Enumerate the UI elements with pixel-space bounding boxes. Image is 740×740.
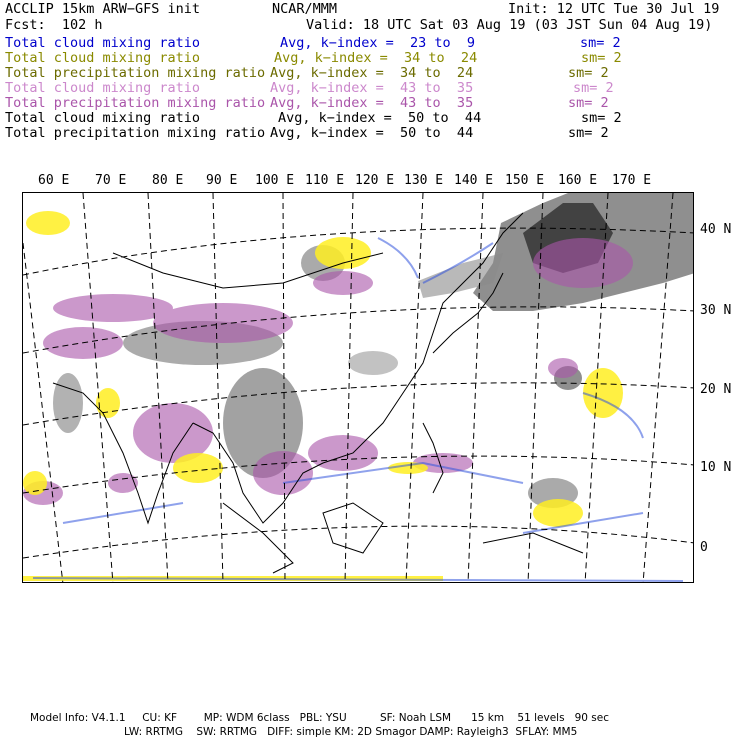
field-row-4 bbox=[5, 81, 735, 96]
model-info-line2: LW: RRTMG SW: RRTMG DIFF: simple KM: 2D Smagor DAMP: Rayleigh3 SFLAY: MM5 bbox=[124, 726, 578, 738]
field-row-5 bbox=[5, 96, 735, 111]
init-time: Init: 12 UTC Tue 30 Jul 19 bbox=[508, 1, 720, 17]
high-cloud-patch bbox=[313, 271, 373, 295]
field-row-3 bbox=[5, 66, 735, 81]
valid-time: Valid: 18 UTC Sat 03 Aug 19 (03 JST Sun 04 Aug 19) bbox=[306, 17, 713, 33]
lon-label: 130 E bbox=[404, 173, 444, 188]
low-cloud-streak bbox=[63, 503, 183, 523]
lon-label: 120 E bbox=[355, 173, 395, 188]
field-sm: sm= 2 bbox=[568, 125, 609, 141]
lat-label: 0 bbox=[700, 540, 708, 555]
deep-cloud-india-west bbox=[53, 373, 83, 433]
longitude-line bbox=[148, 193, 168, 583]
mid-cloud-patch bbox=[583, 368, 623, 418]
lon-label: 150 E bbox=[505, 173, 545, 188]
field-name: Total precipitation mixing ratio bbox=[5, 95, 266, 111]
field-avg: Avg, k−index = 34 to 24 bbox=[270, 65, 474, 81]
field-avg: Avg, k−index = 34 to 24 bbox=[274, 50, 478, 66]
field-sm: sm= 2 bbox=[568, 65, 609, 81]
longitude-line bbox=[213, 193, 223, 583]
coastline-new-guinea bbox=[483, 533, 583, 553]
field-avg: Avg, k−index = 50 to 44 bbox=[270, 125, 474, 141]
lon-label: 70 E bbox=[95, 173, 127, 188]
forecast-hour: Fcst: 102 h bbox=[5, 17, 103, 33]
field-row-6 bbox=[5, 111, 735, 126]
lon-label: 60 E bbox=[38, 173, 70, 188]
low-cloud-streak bbox=[378, 238, 418, 278]
lon-label: 140 E bbox=[454, 173, 494, 188]
lon-label: 170 E bbox=[612, 173, 652, 188]
high-cloud-patch bbox=[153, 303, 293, 343]
lat-label: 30 N bbox=[700, 303, 732, 318]
field-avg: Avg, k−index = 50 to 44 bbox=[278, 110, 482, 126]
field-avg: Avg, k−index = 23 to 9 bbox=[280, 35, 476, 51]
lon-label: 160 E bbox=[558, 173, 598, 188]
high-cloud-patch bbox=[53, 294, 173, 322]
map-panel bbox=[22, 192, 694, 583]
high-cloud-patch bbox=[548, 358, 578, 378]
latitude-line bbox=[23, 526, 694, 558]
lat-label: 10 N bbox=[700, 460, 732, 475]
field-name: Total cloud mixing ratio bbox=[5, 50, 201, 66]
longitude-line bbox=[83, 193, 113, 583]
lat-label: 20 N bbox=[700, 382, 732, 397]
field-sm: sm= 2 bbox=[573, 80, 614, 96]
lon-label: 90 E bbox=[206, 173, 238, 188]
field-avg: Avg, k−index = 43 to 35 bbox=[270, 95, 474, 111]
field-name: Total precipitation mixing ratio bbox=[5, 125, 266, 141]
lon-label: 80 E bbox=[152, 173, 184, 188]
field-name: Total cloud mixing ratio bbox=[5, 110, 201, 126]
high-cloud-patch bbox=[533, 238, 633, 288]
mid-cloud-patch bbox=[533, 499, 583, 527]
field-row-1 bbox=[5, 36, 735, 51]
coastline-sumatra bbox=[223, 503, 293, 573]
map-canvas bbox=[23, 193, 694, 583]
mid-cloud-patch bbox=[315, 237, 371, 269]
field-row-2 bbox=[5, 51, 735, 66]
field-sm: sm= 2 bbox=[580, 35, 621, 51]
field-avg: Avg, k−index = 43 to 35 bbox=[270, 80, 474, 96]
lon-label: 100 E bbox=[255, 173, 295, 188]
field-name: Total cloud mixing ratio bbox=[5, 35, 201, 51]
model-info-line1: Model Info: V4.1.1 CU: KF MP: WDM 6class PBL: YSU SF: Noah LSM 15 km 51 levels 90 sec bbox=[30, 712, 609, 724]
field-name: Total precipitation mixing ratio bbox=[5, 65, 266, 81]
mid-cloud-patch bbox=[26, 211, 70, 235]
field-sm: sm= 2 bbox=[568, 95, 609, 111]
model-title: ACCLIP 15km ARW−GFS init bbox=[5, 1, 201, 17]
center-label: NCAR/MMM bbox=[272, 1, 338, 17]
longitude-line bbox=[406, 193, 423, 583]
field-sm: sm= 2 bbox=[581, 50, 622, 66]
deep-cloud-borneo bbox=[348, 351, 398, 375]
field-row-7 bbox=[5, 126, 735, 141]
lon-label: 110 E bbox=[305, 173, 345, 188]
high-cloud-patch bbox=[108, 473, 138, 493]
field-sm: sm= 2 bbox=[581, 110, 622, 126]
field-name: Total cloud mixing ratio bbox=[5, 80, 201, 96]
lat-label: 40 N bbox=[700, 222, 732, 237]
mid-cloud-patch bbox=[173, 453, 223, 483]
